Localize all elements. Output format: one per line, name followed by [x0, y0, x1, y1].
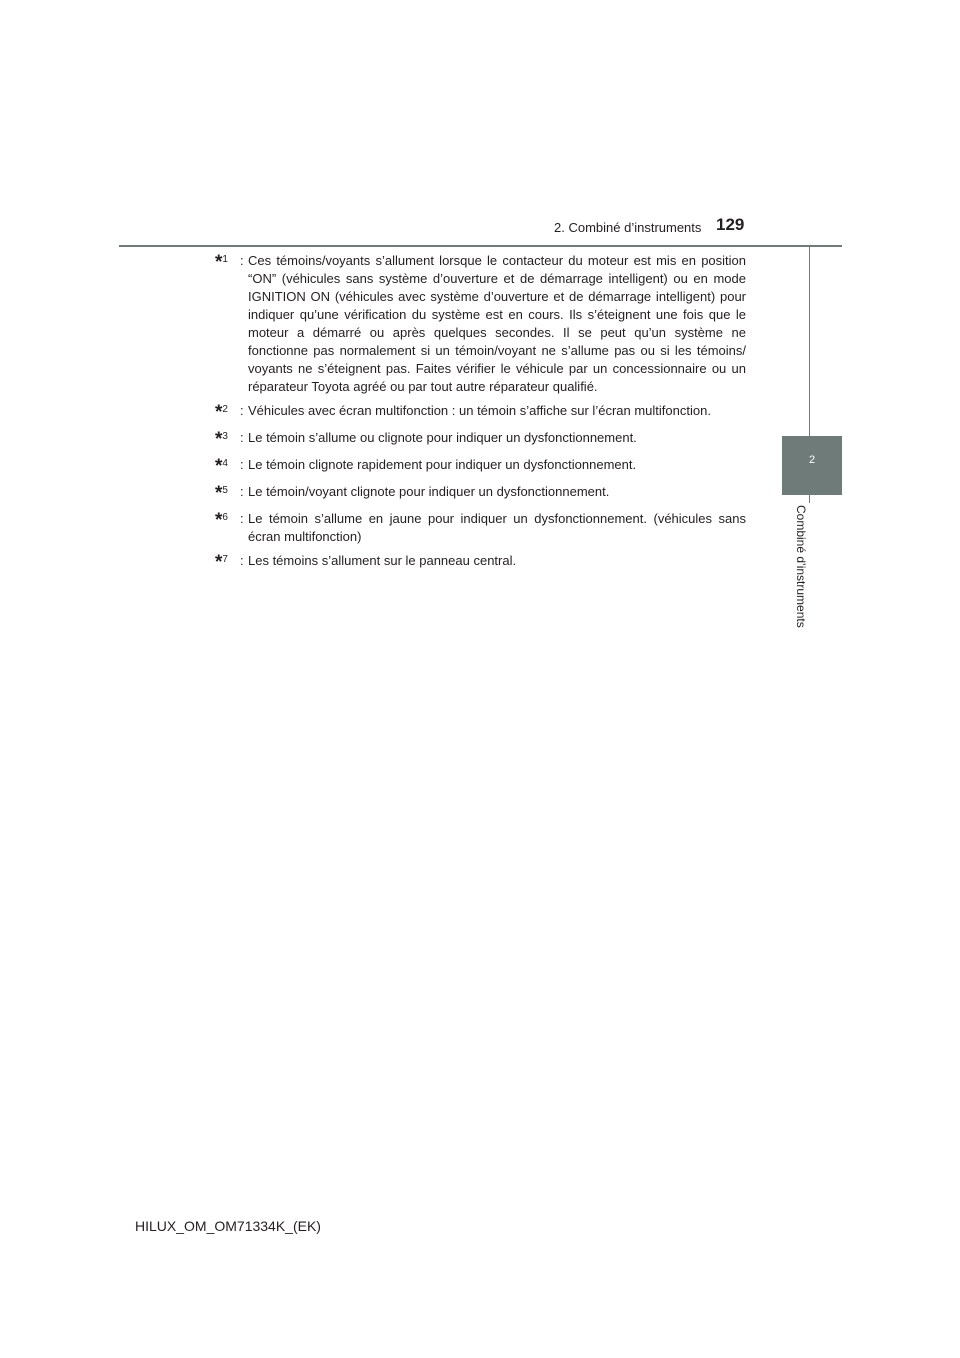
document-code: HILUX_OM_OM71334K_(EK) — [135, 1218, 321, 1234]
footnote-marker: *$^1$ — [215, 252, 228, 273]
footnote-marker: *$^6$ — [215, 510, 228, 531]
footnote-text: Le témoin clignote rapidement pour indiquer un dysfonctionnement. — [248, 457, 637, 472]
footnote-text: Le témoin s’allume en jaune pour indiquer un dysfonctionnement. (véhicules sans écran multifonction) — [248, 511, 746, 544]
footnote-6: *$^6$ : Le témoin s’allume en jaune pour indiquer un dysfonctionnement. (véhicules sans écran multifonction) — [215, 510, 746, 544]
chapter-number: 2 — [808, 454, 816, 466]
footnote-text: Les témoins s’allument sur le panneau central. — [248, 553, 517, 568]
footnote-marker: *$^5$ — [215, 483, 228, 504]
footnote-3: *$^3$ : Le témoin s’allume ou clignote pour indiquer un dysfonctionnement. — [215, 429, 746, 450]
section-title: 2. Combiné d’instruments — [554, 220, 702, 235]
footnote-5: *$^5$ : Le témoin/voyant clignote pour indiquer un dysfonctionnement. — [215, 483, 746, 504]
footnote-list — [215, 252, 746, 579]
header-divider — [119, 245, 842, 247]
footnote-marker: *$^2$ — [215, 402, 228, 423]
footnote-7: *$^7$ : Les témoins s’allument sur le panneau central. — [215, 552, 746, 573]
chapter-label: Combiné d’instruments — [794, 505, 808, 628]
footnote-1: *$^1$ : Ces témoins/voyants s’allument lorsque le contacteur du moteur est mis en position “ON” (véhicules sans système d’ouverture et de démarrage intelligent) ou en mode IGNITION ON (véhicules avec système d’ouverture et de démarrage intelligent) pour indiquer qu’une vérification du système est en cours. Ils s’éteignent une fois que le moteur a démarré ou après quelques secondes. Il se peut qu’un système ne fonctionne pas normalement si un témoin/voyant ne s’allume pas ou si les témoins/ voyants ne s’éteignent pas. Faites vérifier le véhicule par un concessionnaire ou un réparateur Toyota agréé ou par tout autre réparateur qualifié. — [215, 252, 746, 394]
footnote-text: Le témoin s’allume ou clignote pour indiquer un dysfonctionnement. — [248, 430, 637, 445]
footnote-text: Ces témoins/voyants s’allument lorsque le contacteur du moteur est mis en position “ON” (véhicules sans système d’ouverture et de démarrage intelligent) ou en mode IGNITION ON (véhicules avec système d’ouverture et de démarrage intelligent) pour indiquer qu’une vérification du système est en cours. Ils s’éteignent une fois que le moteur a démarré ou après quelques secondes. Il se peut qu’un système ne fonctionne pas normalement si un témoin/voyant ne s’allume pas ou si les témoins/ voyants ne s’éteignent pas. Faites vérifier le véhicule par un concessionnaire ou un réparateur Toyota agréé ou par tout autre réparateur qualifié. — [248, 253, 746, 394]
footnote-text: Véhicules avec écran multifonction : un témoin s’affiche sur l’écran multifonction. — [248, 403, 711, 418]
footnote-2: *$^2$ : Véhicules avec écran multifonction : un témoin s’affiche sur l’écran multifonction. — [215, 402, 746, 423]
chapter-tab — [782, 436, 842, 495]
footnote-4: *$^4$ : Le témoin clignote rapidement pour indiquer un dysfonctionnement. — [215, 456, 746, 477]
side-divider-bottom — [809, 495, 810, 503]
page-number: 129 — [716, 215, 745, 234]
footnote-marker: *$^7$ — [215, 552, 228, 573]
footnote-marker: *$^3$ — [215, 429, 228, 450]
footnote-marker: *$^4$ — [215, 456, 228, 477]
side-divider-top — [809, 247, 810, 436]
footnote-text: Le témoin/voyant clignote pour indiquer un dysfonctionnement. — [248, 484, 610, 499]
